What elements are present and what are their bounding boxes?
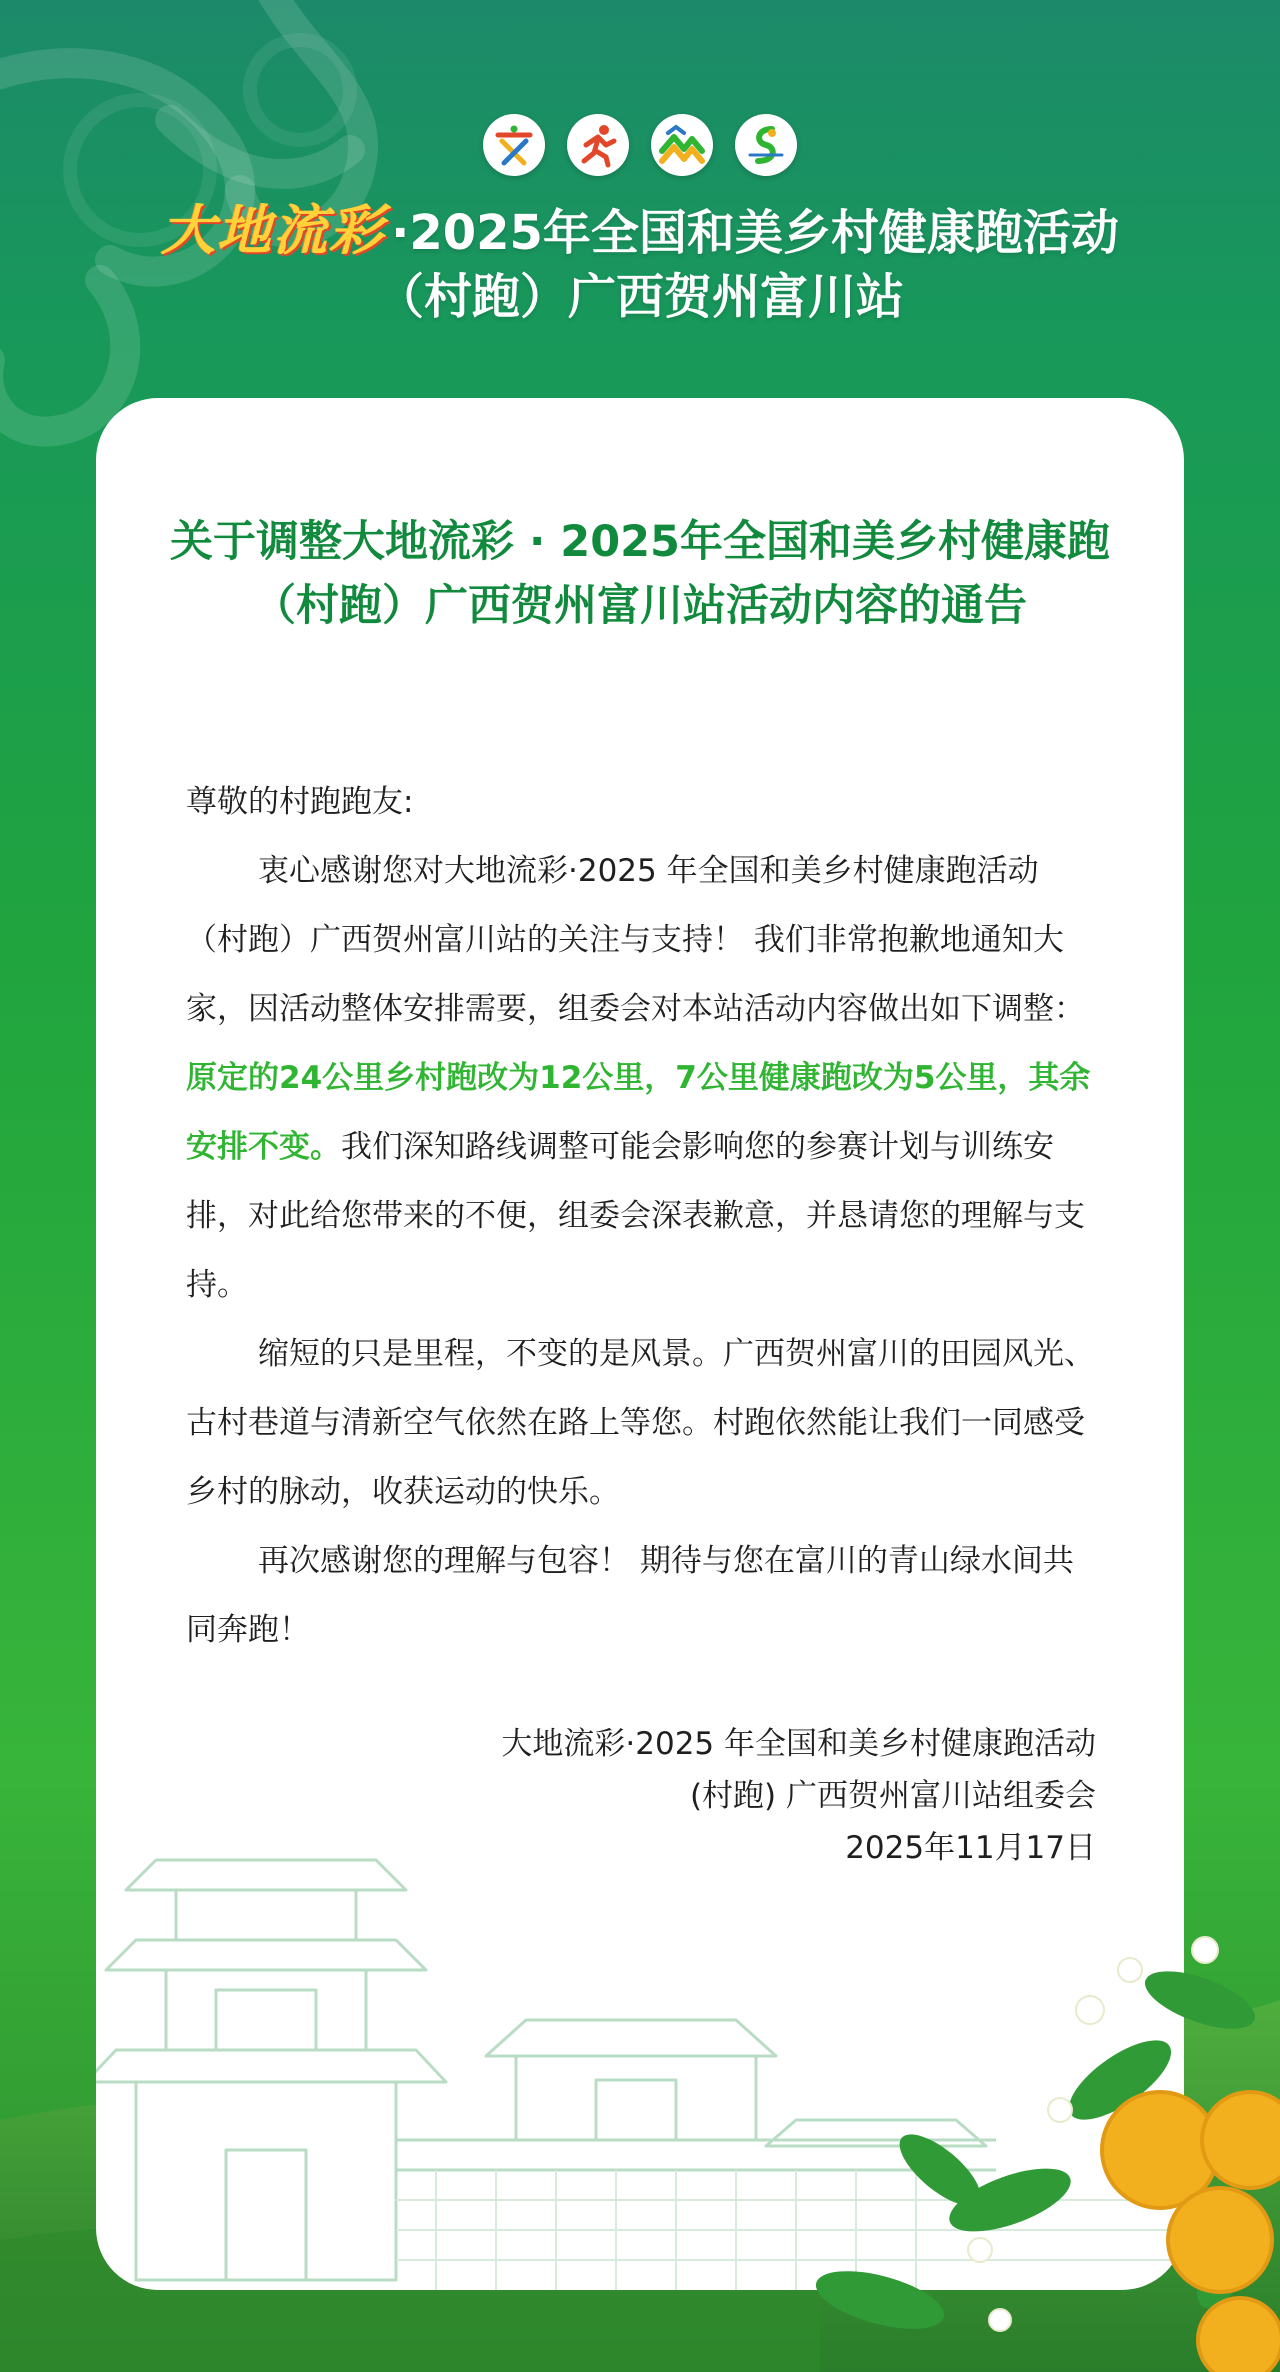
event-header-line-1 xyxy=(100,198,1180,265)
notice-title-line-2: （村跑）广西贺州富川站活动内容的通告 xyxy=(253,581,1027,631)
paragraph-adjustment xyxy=(186,837,1096,1320)
notice-date: 2025年11月17日 xyxy=(845,1830,1096,1866)
village-logo xyxy=(735,114,797,176)
runner-logo-icon xyxy=(574,121,622,169)
paragraph-thanks: 再次感谢您的理解与包容！ 期待与您在富川的青山绿水间共同奔跑！ xyxy=(186,1543,1074,1648)
signature-org-line-2: (村跑) 广西贺州富川站组委会 xyxy=(689,1778,1096,1814)
event-name: ·2025年全国和美乡村健康跑活动 xyxy=(391,205,1119,261)
notice-title-line-1: 关于调整大地流彩 · 2025年全国和美乡村健康跑 xyxy=(170,517,1110,567)
wen-logo xyxy=(483,114,545,176)
mountain-logo-icon xyxy=(658,121,706,169)
brand-logotype: 大地流彩 xyxy=(161,198,386,262)
mountain-logo xyxy=(651,114,713,176)
adjustment-highlight: 原定的24公里乡村跑改为12公里，7公里健康跑改为5公里，其余安排不变。 xyxy=(186,1060,1091,1165)
ancient-building-illustration xyxy=(96,1820,1184,2290)
event-station: （村跑）广西贺州富川站 xyxy=(375,269,904,325)
wen-logo-icon xyxy=(490,121,538,169)
paragraph-adjustment-intro: 衷心感谢您对大地流彩·2025 年全国和美乡村健康跑活动（村跑）广西贺州富川站的关注与支持！ 我们非常抱歉地通知大家，因活动整体安排需要，组委会对本站活动内容做出如下调整： xyxy=(186,853,1085,1027)
event-header xyxy=(100,198,1180,329)
notice-body xyxy=(186,768,1096,1665)
notice-card xyxy=(96,398,1184,2290)
signature-org-line-1: 大地流彩·2025 年全国和美乡村健康跑活动 xyxy=(501,1726,1096,1762)
village-logo-icon xyxy=(742,121,790,169)
paragraph-scenery: 缩短的只是里程，不变的是风景。广西贺州富川的田园风光、古村巷道与清新空气依然在路上等您。村跑依然能让我们一同感受乡村的脉动，收获运动的快乐。 xyxy=(186,1336,1095,1510)
notice-title xyxy=(126,510,1154,638)
paragraph-adjustment-apology: 我们深知路线调整可能会影响您的参赛计划与训练安排，对此给您带来的不便，组委会深表歉意，并恳请您的理解与支持。 xyxy=(186,1129,1085,1303)
greeting: 尊敬的村跑跑友: xyxy=(186,784,414,820)
runner-logo xyxy=(567,114,629,176)
sponsor-logos xyxy=(0,114,1280,176)
